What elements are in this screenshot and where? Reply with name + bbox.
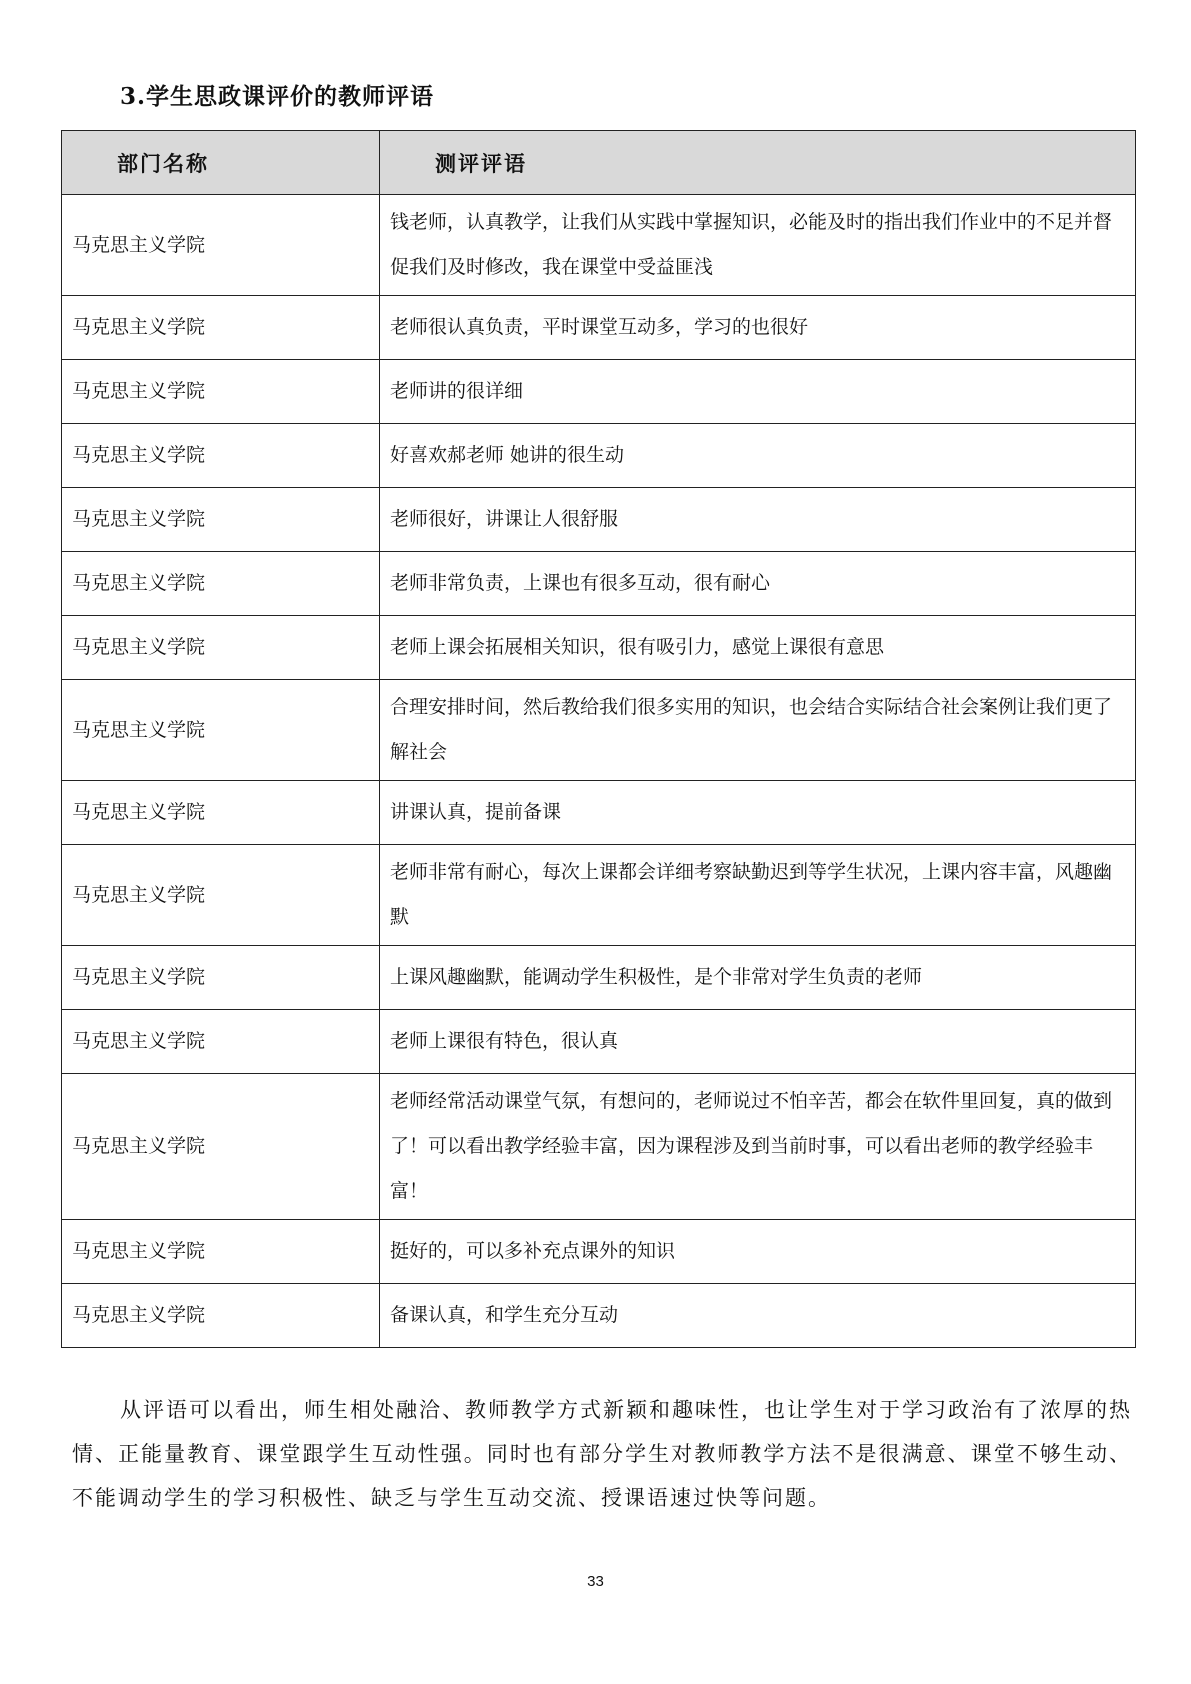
department-cell: 马克思主义学院	[62, 360, 380, 424]
department-cell: 马克思主义学院	[62, 195, 380, 296]
table-row	[62, 360, 1136, 424]
department-cell: 马克思主义学院	[62, 781, 380, 845]
comment-cell: 好喜欢郝老师 她讲的很生动	[380, 424, 1136, 488]
comment-cell: 老师讲的很详细	[380, 360, 1136, 424]
department-cell: 马克思主义学院	[62, 680, 380, 781]
comment-cell: 挺好的，可以多补充点课外的知识	[380, 1220, 1136, 1284]
department-cell: 马克思主义学院	[62, 616, 380, 680]
summary-paragraph: 从评语可以看出，师生相处融洽、教师教学方式新颖和趣味性，也让学生对于学习政治有了浓厚的热情、正能量教育、课堂跟学生互动性强。同时也有部分学生对教师教学方法不是很满意、课堂不够生动、不能调动学生的学习积极性、缺乏与学生互动交流、授课语速过快等问题。	[72, 1398, 1132, 1510]
table-row	[62, 616, 1136, 680]
table-row	[62, 1284, 1136, 1348]
table-row	[62, 680, 1136, 781]
comment-cell: 讲课认真，提前备课	[380, 781, 1136, 845]
comment-cell: 老师非常有耐心，每次上课都会详细考察缺勤迟到等学生状况，上课内容丰富，风趣幽默	[380, 845, 1136, 946]
department-cell: 马克思主义学院	[62, 1220, 380, 1284]
comment-cell: 老师非常负责，上课也有很多互动，很有耐心	[380, 552, 1136, 616]
table-row	[62, 424, 1136, 488]
table-row	[62, 552, 1136, 616]
department-cell: 马克思主义学院	[62, 1074, 380, 1220]
section-title: 3.学生思政课评价的教师评语	[120, 83, 435, 110]
table-row	[62, 946, 1136, 1010]
table-row	[62, 488, 1136, 552]
department-cell: 马克思主义学院	[62, 488, 380, 552]
table-row	[62, 845, 1136, 946]
table-row	[62, 296, 1136, 360]
department-cell: 马克思主义学院	[62, 1010, 380, 1074]
comment-cell: 老师很好，讲课让人很舒服	[380, 488, 1136, 552]
comment-cell: 老师上课会拓展相关知识，很有吸引力，感觉上课很有意思	[380, 616, 1136, 680]
comment-cell: 老师经常活动课堂气氛，有想问的，老师说过不怕辛苦，都会在软件里回复，真的做到了！可以看出教学经验丰富，因为课程涉及到当前时事，可以看出老师的教学经验丰富！	[380, 1074, 1136, 1220]
department-cell: 马克思主义学院	[62, 1284, 380, 1348]
table-row	[62, 1010, 1136, 1074]
table-row	[62, 781, 1136, 845]
comment-cell: 老师很认真负责，平时课堂互动多，学习的也很好	[380, 296, 1136, 360]
table-row	[62, 1220, 1136, 1284]
department-cell: 马克思主义学院	[62, 296, 380, 360]
comment-cell: 老师上课很有特色，很认真	[380, 1010, 1136, 1074]
table-row	[62, 195, 1136, 296]
department-cell: 马克思主义学院	[62, 845, 380, 946]
comment-cell: 上课风趣幽默，能调动学生积极性，是个非常对学生负责的老师	[380, 946, 1136, 1010]
column-header-department: 部门名称	[62, 131, 380, 195]
comment-cell: 钱老师，认真教学，让我们从实践中掌握知识，必能及时的指出我们作业中的不足并督促我们及时修改，我在课堂中受益匪浅	[380, 195, 1136, 296]
column-header-comment: 测评评语	[380, 131, 1136, 195]
table-header-row	[62, 131, 1136, 195]
department-cell: 马克思主义学院	[62, 424, 380, 488]
comment-cell: 备课认真，和学生充分互动	[380, 1284, 1136, 1348]
table-row	[62, 1074, 1136, 1220]
page-number: 33	[587, 1573, 604, 1590]
evaluation-table	[61, 130, 1136, 1348]
department-cell: 马克思主义学院	[62, 552, 380, 616]
comment-cell: 合理安排时间，然后教给我们很多实用的知识，也会结合实际结合社会案例让我们更了解社会	[380, 680, 1136, 781]
department-cell: 马克思主义学院	[62, 946, 380, 1010]
